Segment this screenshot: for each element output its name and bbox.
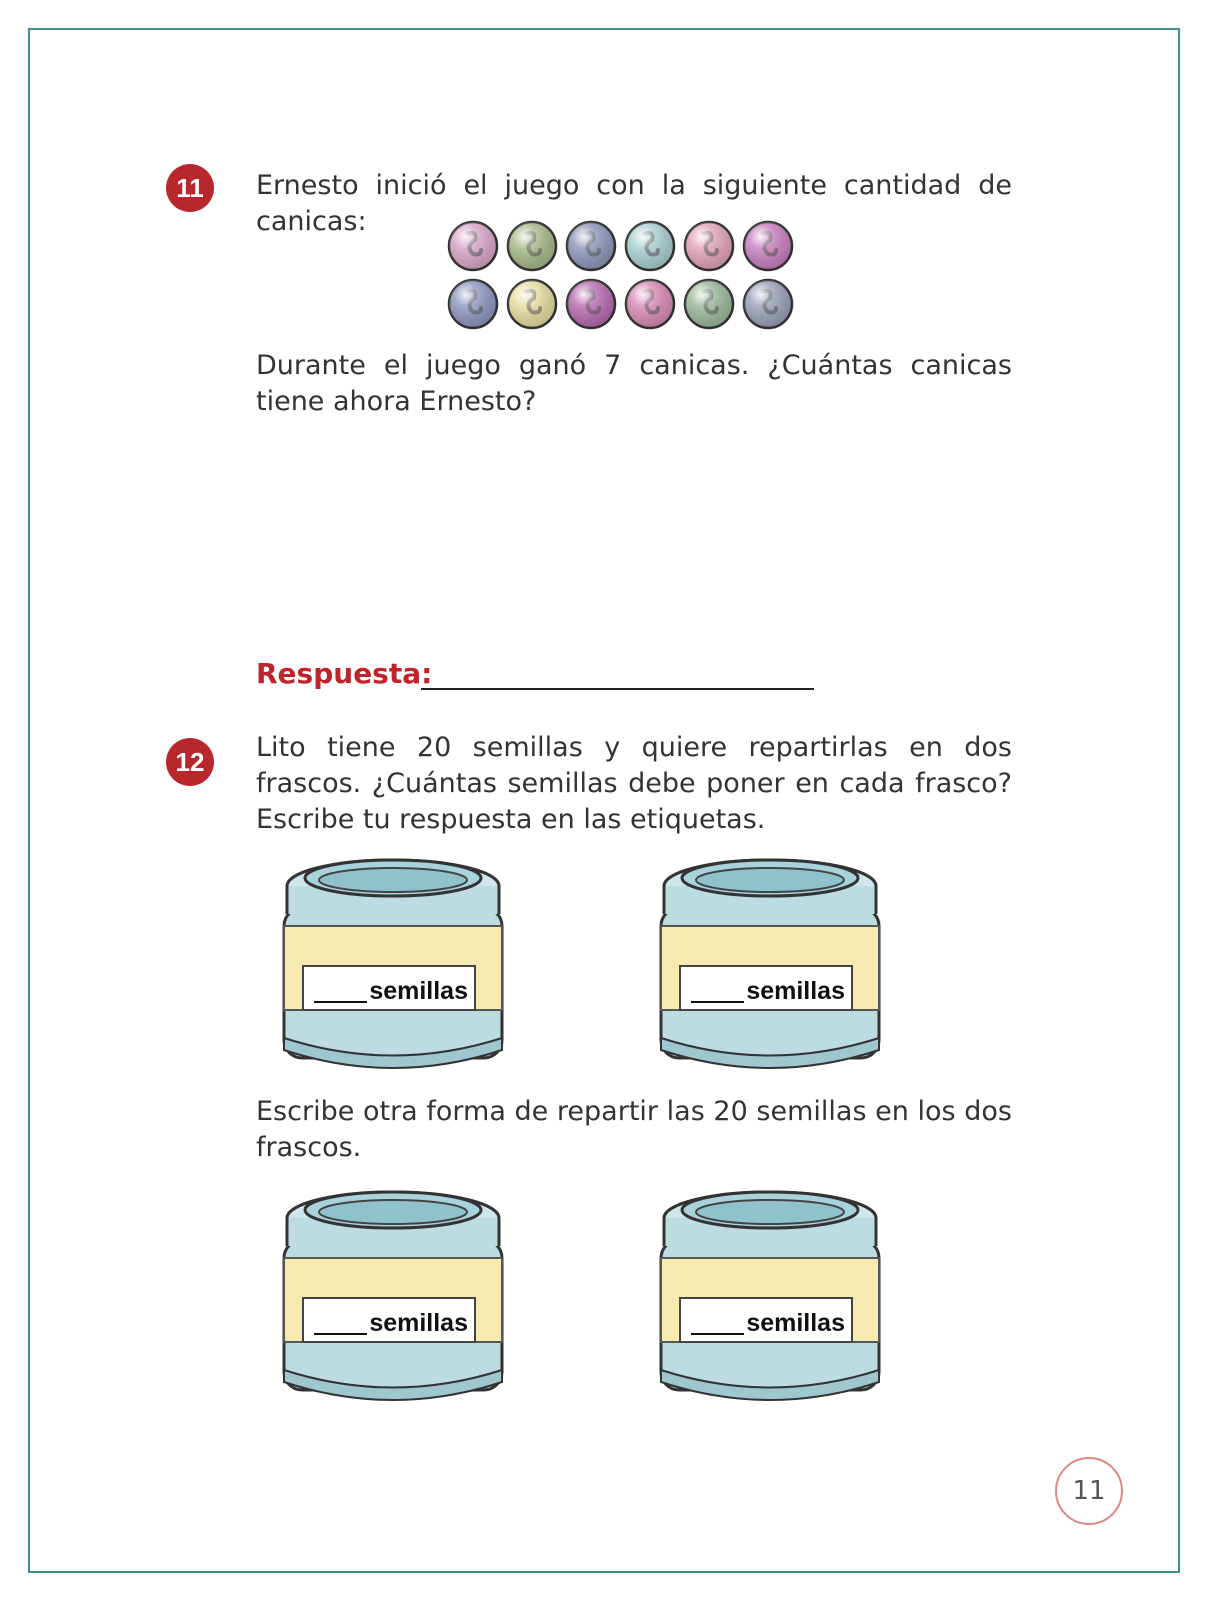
- jar-blank[interactable]: [691, 1333, 744, 1335]
- problem-12-prompt: Lito tiene 20 semillas y quiere repartirlas en dos frascos. ¿Cuántas semillas debe poner en cada frasco? Escribe tu respuesta en las etiquetas.: [256, 732, 1012, 835]
- answer-label: Respuesta:: [256, 657, 433, 690]
- problem-11-badge: 11: [166, 164, 214, 212]
- jar-icon: [639, 1170, 909, 1410]
- marble: [449, 280, 497, 328]
- problem-11-prompt: Ernesto inició el juego con la siguiente cantidad de canicas:: [256, 170, 1012, 237]
- jar-4: [639, 1170, 909, 1410]
- jar-blank[interactable]: [314, 1001, 367, 1003]
- marble: [567, 280, 615, 328]
- problem-12-followup: Escribe otra forma de repartir las 20 semillas en los dos frascos.: [256, 1096, 1012, 1163]
- jar-icon: [262, 838, 532, 1078]
- marble: [744, 222, 792, 270]
- jar-label-text: semillas: [746, 1309, 845, 1337]
- marbles-image: [439, 216, 831, 354]
- jar-label[interactable]: [679, 965, 853, 1011]
- marble: [685, 280, 733, 328]
- jar-2: [639, 838, 909, 1078]
- marble: [626, 222, 674, 270]
- jar-label-text: semillas: [746, 977, 845, 1005]
- problem-12-badge: 12: [166, 738, 214, 786]
- jar-label[interactable]: [302, 965, 476, 1011]
- marble: [449, 222, 497, 270]
- problem-11-question: Durante el juego ganó 7 canicas. ¿Cuántas canicas tiene ahora Ernesto?: [256, 350, 1012, 417]
- marble: [508, 280, 556, 328]
- answer-input-line[interactable]: [421, 688, 814, 690]
- jar-label[interactable]: [679, 1297, 853, 1343]
- marble: [567, 222, 615, 270]
- jar-icon: [639, 838, 909, 1078]
- jar-label[interactable]: [302, 1297, 476, 1343]
- marble: [626, 280, 674, 328]
- jar-icon: [262, 1170, 532, 1410]
- jar-label-text: semillas: [369, 1309, 468, 1337]
- marble: [508, 222, 556, 270]
- marble: [744, 280, 792, 328]
- marble: [685, 222, 733, 270]
- jar-label-text: semillas: [369, 977, 468, 1005]
- jar-blank[interactable]: [314, 1333, 367, 1335]
- page-number: 11: [1055, 1457, 1123, 1525]
- jar-blank[interactable]: [691, 1001, 744, 1003]
- jar-3: [262, 1170, 532, 1410]
- jar-1: [262, 838, 532, 1078]
